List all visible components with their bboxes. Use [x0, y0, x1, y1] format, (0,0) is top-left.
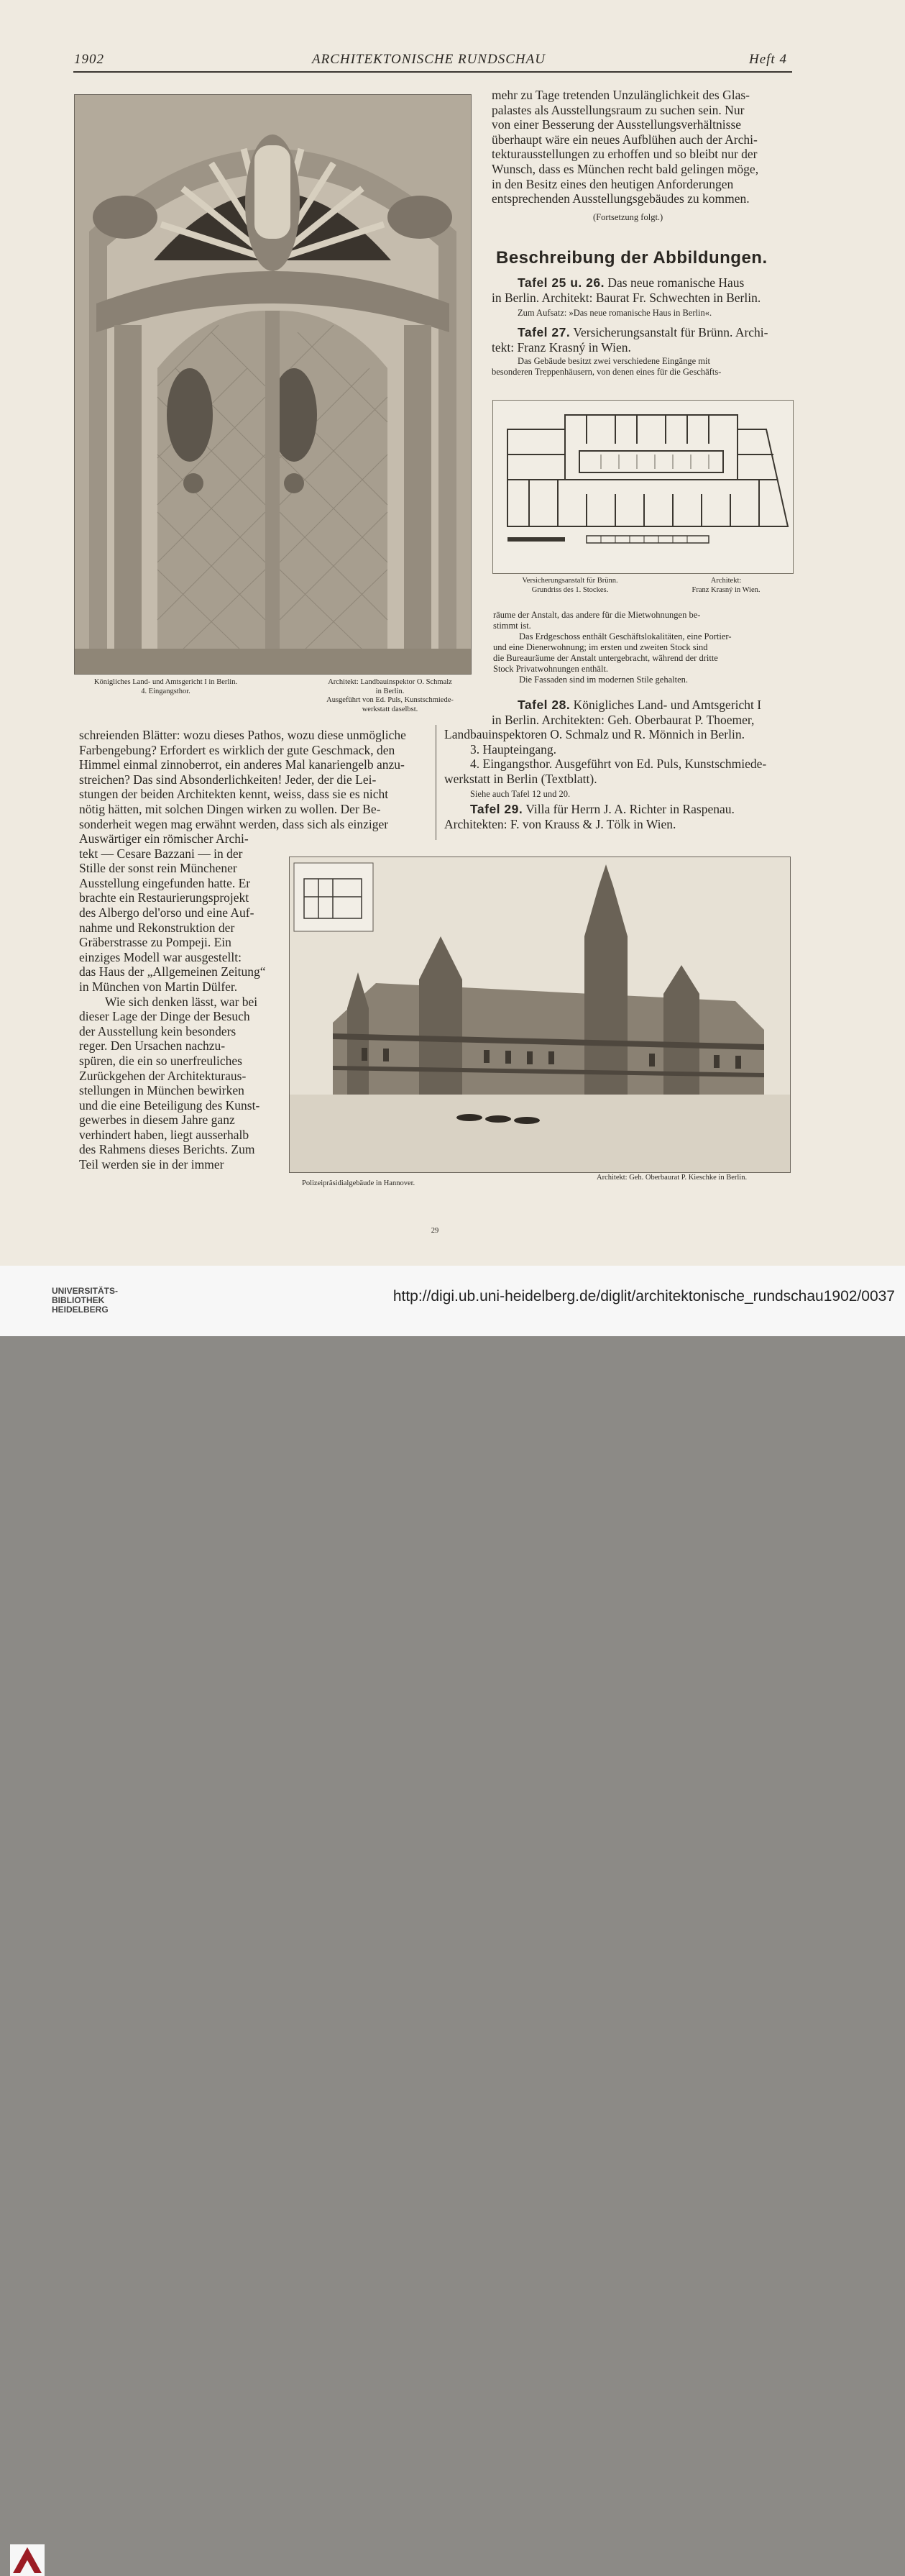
plan-caption-left: Versicherungsanstalt für Brünn. Grundriss des 1. Stockes.	[522, 577, 618, 594]
tafel-25-entry: Tafel 25 u. 26. Das neue romanische Haus in Berlin. Architekt: Baurat Fr. Schwechten in Berlin.	[492, 275, 761, 305]
building-drawing	[290, 857, 790, 1172]
header-rule	[73, 71, 792, 73]
building-caption-right: Architekt: Geh. Oberbaurat P. Kieschke in Berlin.	[597, 1174, 748, 1182]
left-column-text: schreienden Blätter: wozu dieses Pathos, wozu diese unmögliche Farbengebung? Erfordert es wirklich der gute Geschmack, den Himmel einmal zinnoberrot, ein anderes Mal kanariengelb anzu- streichen? Das sind Absonderlichkeiten! Jeder, der die Lei- stungen der beiden Architekten kennt, weiss, dass sie es nicht nötig hätten, mit solchen Dingen wirken zu wollen. Der Be- sonderheit wegen mag erwähnt werden, dass sich als einziger	[79, 728, 406, 831]
door-caption-left: Königliches Land- und Amtsgericht I in Berlin. 4. Eingangsthor.	[93, 678, 238, 695]
left-door-leaf	[157, 311, 265, 674]
header-year: 1902	[74, 52, 104, 67]
library-name: UNIVERSITÄTS- BIBLIOTHEK HEIDELBERG	[52, 1286, 119, 1315]
section-heading: Beschreibung der Abbildungen.	[496, 248, 768, 268]
tafel-27-continuation: räume der Anstalt, das andere für die Mietwohnungen be- stimmt ist. Das Erdgeschoss enthält Geschäftslokalitäten, eine Portier- und eine Dienerwohnung; im ersten und zweiten Stock sind die Bureauräume der Anstalt untergebracht, während der dritte Stock Privatwohnungen enthält. Die Fassaden sind im modernen Stile gehalten.	[493, 610, 732, 685]
site-plan-inset	[294, 863, 373, 931]
floor-plan-drawing	[493, 401, 793, 573]
tafel-28-note: Siehe auch Tafel 12 und 20.	[470, 789, 571, 799]
header-issue: Heft 4	[749, 52, 787, 67]
university-logo-icon	[10, 2544, 45, 2576]
building-caption-left: Polizeipräsidialgebäude in Hannover.	[302, 1179, 415, 1187]
tafel-27-note: Das Gebäude besitzt zwei verschiedene Eingänge mit besonderen Treppenhäusern, von denen eines für die Geschäfts-	[492, 356, 722, 377]
tafel-29-entry: Tafel 29. Villa für Herrn J. A. Richter in Raspenau. Architekten: F. von Krauss & J. Tölk in Wien.	[444, 802, 735, 831]
page-number: 29	[431, 1227, 439, 1235]
tafel-28-entry: Tafel 28. Königliches Land- und Amtsgericht I in Berlin. Architekten: Geh. Oberbaurat P. Thoemer, Landbauinspektoren O. Schmalz und R. Mönnich in Berlin. 3. Haupteingang. 4. Eingangsthor. Ausgeführt von Ed. Puls, Kunstschmiede- werkstatt in Berlin (Textblatt).	[444, 698, 767, 786]
left-narrow-column: Auswärtiger ein römischer Archi- tekt — Cesare Bazzani — in der Stille der sonst rein Münchener Ausstellung eingefunden hatte. Er brachte ein Restaurierungsprojekt des Albergo del'orso und eine Auf- nahme und Rekonstruktion der Gräberstrasse zu Pompeji. Ein einziges Modell war ausgestellt: das Haus der „Allgemeinen Zeitung“ in München von Martin Dülfer. Wie sich denken lässt, war bei dieser Lage der Dinge der Besuch der Ausstellung kein besonders reger. Den Ursachen nachzu- spüren, die ein so unerfreuliches Zurückgehen der Architekturaus- stellungen in München bewirken und die eine Beteiligung des Kunst- gewerbes in diesem Jahre ganz verhindert haben, liegt ausserhalb des Rahmens dieses Berichts. Zum Teil werden sie in der immer	[79, 831, 266, 1172]
door-illustration	[75, 95, 471, 674]
fortsetzung-note: (Fortsetzung folgt.)	[593, 212, 663, 222]
scanned-page	[0, 0, 905, 1266]
door-caption-right: Architekt: Landbauinspektor O. Schmalz in Berlin. Ausgeführt von Ed. Puls, Kunstschmiede- werkstatt daselbst.	[326, 678, 454, 713]
source-url[interactable]: http://digi.ub.uni-heidelberg.de/diglit/architektonische_rundschau1902/0037	[392, 1288, 895, 1305]
floor-plan-figure	[492, 400, 794, 574]
plan-caption-right: Architekt: Franz Krasný in Wien.	[692, 577, 761, 594]
tafel-27-entry: Tafel 27. Versicherungsanstalt für Brünn. Archi- tekt: Franz Krasný in Wien.	[492, 325, 768, 355]
header-title: ARCHITEKTONISCHE RUNDSCHAU	[312, 52, 546, 67]
building-illustration	[289, 857, 791, 1173]
right-door-leaf	[271, 311, 387, 674]
tafel-25-note: Zum Aufsatz: »Das neue romanische Haus in Berlin«.	[518, 308, 712, 318]
right-column-intro: mehr zu Tage tretenden Unzulänglichkeit des Glas- palastes als Ausstellungsraum zu suchen sein. Nur von einer Besserung der Ausstellungsverhältnisse überhaupt wäre ein neues Aufblühen auch der Archi- tekturausstellungen zu erhoffen und so bleibt nur der Wunsch, dass es München recht bald gelingen möge, in den Besitz eines den heutigen Anforderungen entsprechenden Ausstellungsgebäudes zu kommen.	[492, 88, 759, 206]
door-photo	[74, 94, 472, 675]
